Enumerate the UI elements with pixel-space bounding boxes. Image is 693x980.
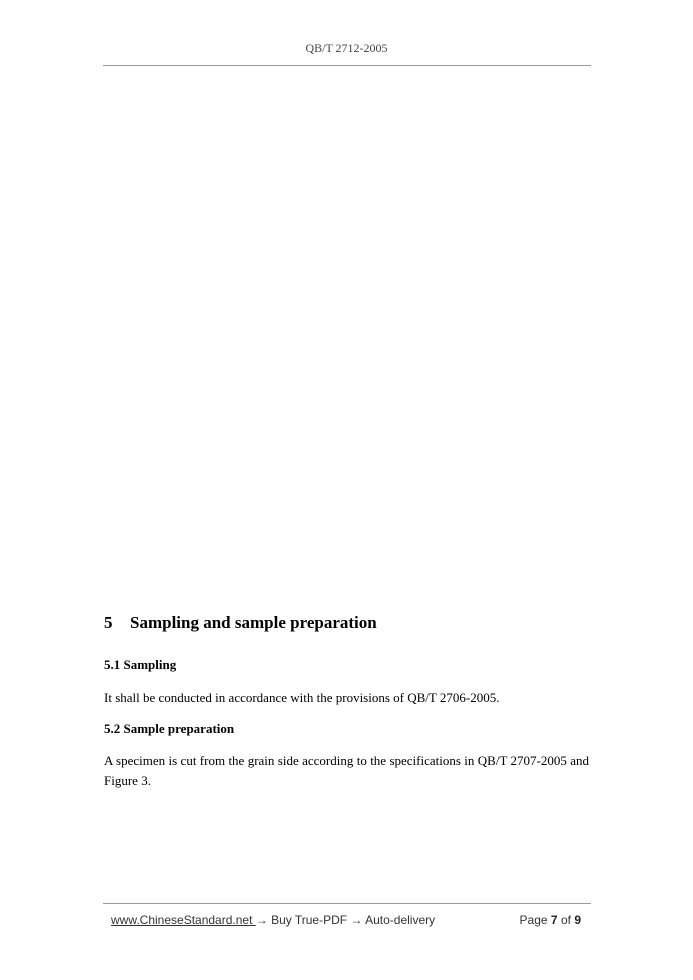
subsection-heading-sampling: 5.1 Sampling: [104, 657, 177, 672]
of-label: of: [560, 913, 571, 927]
arrow-right-icon: →: [255, 913, 268, 927]
auto-delivery-text: Auto-delivery: [362, 913, 436, 927]
running-header: QB/T 2712-2005: [305, 41, 388, 55]
footer-divider: [103, 903, 591, 904]
paragraph-sample-preparation: A specimen is cut from the grain side according to the specifications in QB/T 2707-2005 and Figure 3.: [104, 753, 589, 788]
paragraph-sampling: It shall be conducted in accordance with the provisions of QB/T 2706-2005.: [104, 690, 500, 705]
section-number: 5: [104, 613, 113, 632]
footer-promo: [111, 913, 435, 927]
page-indicator: [520, 913, 581, 927]
section-heading: [104, 613, 377, 633]
site-link[interactable]: www.ChineseStandard.net: [111, 913, 256, 927]
arrow-right-icon: →: [350, 913, 363, 927]
subsection-heading-sample-preparation: 5.2 Sample preparation: [104, 721, 235, 736]
page-total: 9: [574, 913, 581, 927]
page-label: Page: [519, 913, 548, 927]
page-current: 7: [550, 913, 558, 927]
header-divider: [103, 65, 591, 66]
section-title: Sampling and sample preparation: [130, 613, 377, 632]
buy-pdf-text: Buy True-PDF: [267, 913, 351, 927]
